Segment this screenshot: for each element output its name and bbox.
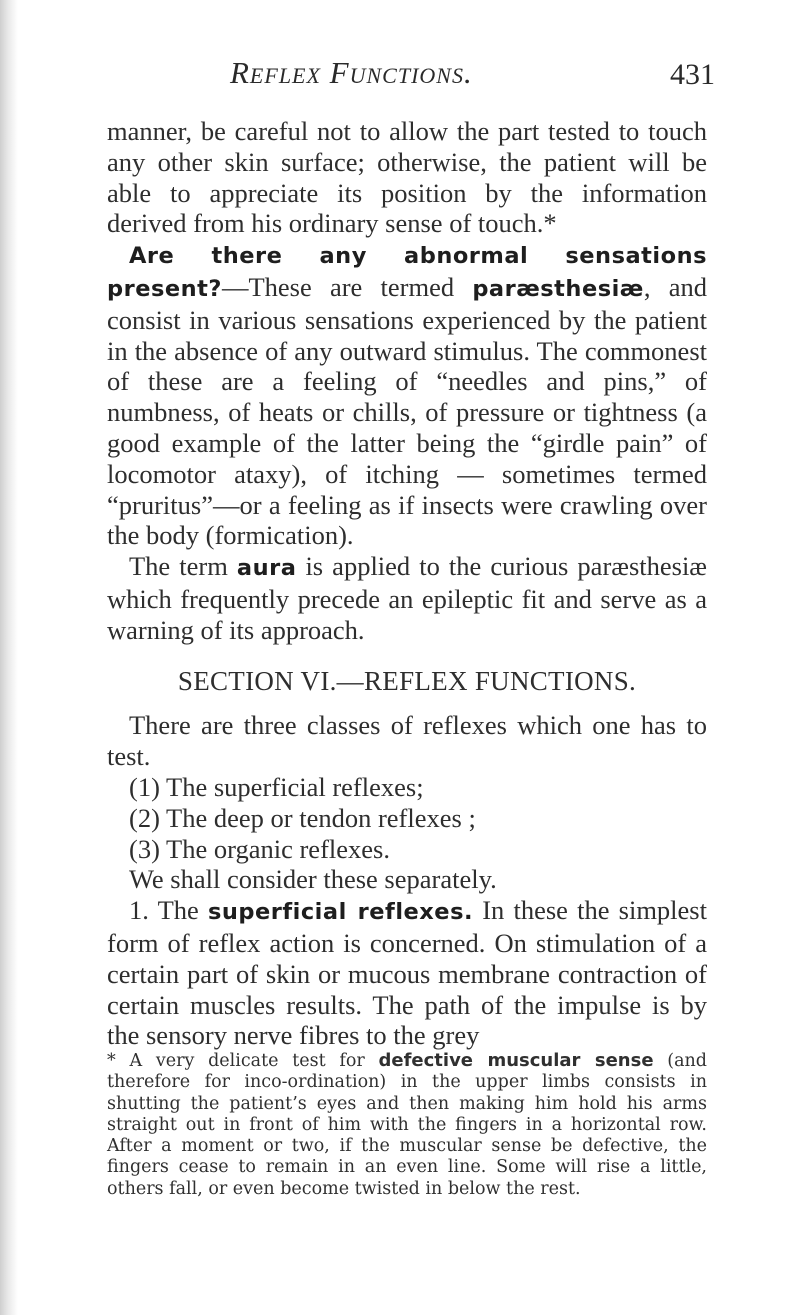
- list-item: (1) The superficial reflexes;: [129, 771, 424, 802]
- page-number: 431: [670, 58, 715, 91]
- binding-edge: [0, 0, 18, 1315]
- paragraph-text: 1. The: [129, 895, 208, 926]
- paragraph-superficial: [107, 895, 707, 1051]
- body-text: [107, 116, 707, 1051]
- list-item: (3) The organic reflexes.: [129, 833, 390, 864]
- footnote-text-start: * A very delicate test for: [107, 1051, 379, 1071]
- list-item: (2) The deep or tendon reflexes ;: [129, 802, 476, 833]
- footnote-bold-term: defective muscular sense: [378, 1050, 654, 1071]
- paragraph-continuation: manner, be careful not to allow the part tested to touch any other skin surface; otherwise, the patient will be able to appreciate its position by the information derived from his ordinary sense of touch.*: [107, 116, 707, 239]
- paragraph-text: , and consist in various sensations experienced by the patient in the absence of any outward stimulus. The commonest of these are a feeling of “needles and pins,” of numbness, of heats or chills, of pressure or tightness (a good example of the latter being the “girdle pain” of locomotor ataxy), of itching — sometimes termed “pruritus”—or a feeling as if insects were crawling over the body (formication).: [107, 271, 707, 551]
- question-heading: Are there any abnormal sensations present?: [107, 243, 707, 302]
- footnote: [107, 1050, 707, 1200]
- paragraph-separately: We shall consider these separately.: [129, 864, 497, 895]
- running-head: Reflex Functions.: [230, 55, 473, 90]
- paragraph-classes: There are three classes of reflexes which one has to test.: [107, 710, 707, 772]
- paragraph-text: is applied to the curious paræsthesiæ which frequently precede an epileptic fit and serve as a warning of its approach.: [107, 551, 707, 645]
- term-aura: aura: [236, 555, 297, 582]
- footnote-text-rest: (and therefore for inco-ordination) in the upper limbs consists in shutting the patient’s eyes and then making him hold his arms straight out in front of him with the fingers in a horizontal row. After a moment or two, if the muscular sense be defective, the fingers cease to remain in an even line. Some will rise a little, others fall, or even become twisted in below the rest.: [107, 1051, 708, 1199]
- paragraph-aura: [107, 551, 707, 645]
- term-superficial-reflexes: superficial reflexes.: [207, 899, 474, 926]
- paragraph-text: In these the simplest form of reflex action is concerned. On stimulation of a certain part of skin or mucous membrane contraction of certain muscles results. The path of the impulse is by the sensory nerve fibres to the grey: [107, 895, 707, 1051]
- footnote-text: [107, 1050, 707, 1200]
- section-heading: SECTION VI.—REFLEX FUNCTIONS.: [177, 665, 637, 696]
- paragraph-text: —These are termed: [221, 271, 473, 302]
- paragraph-text: The term: [129, 551, 237, 582]
- paragraph-paraesthesiae: [107, 239, 707, 551]
- term-paraesthesiae: paræsthesiæ: [472, 275, 644, 302]
